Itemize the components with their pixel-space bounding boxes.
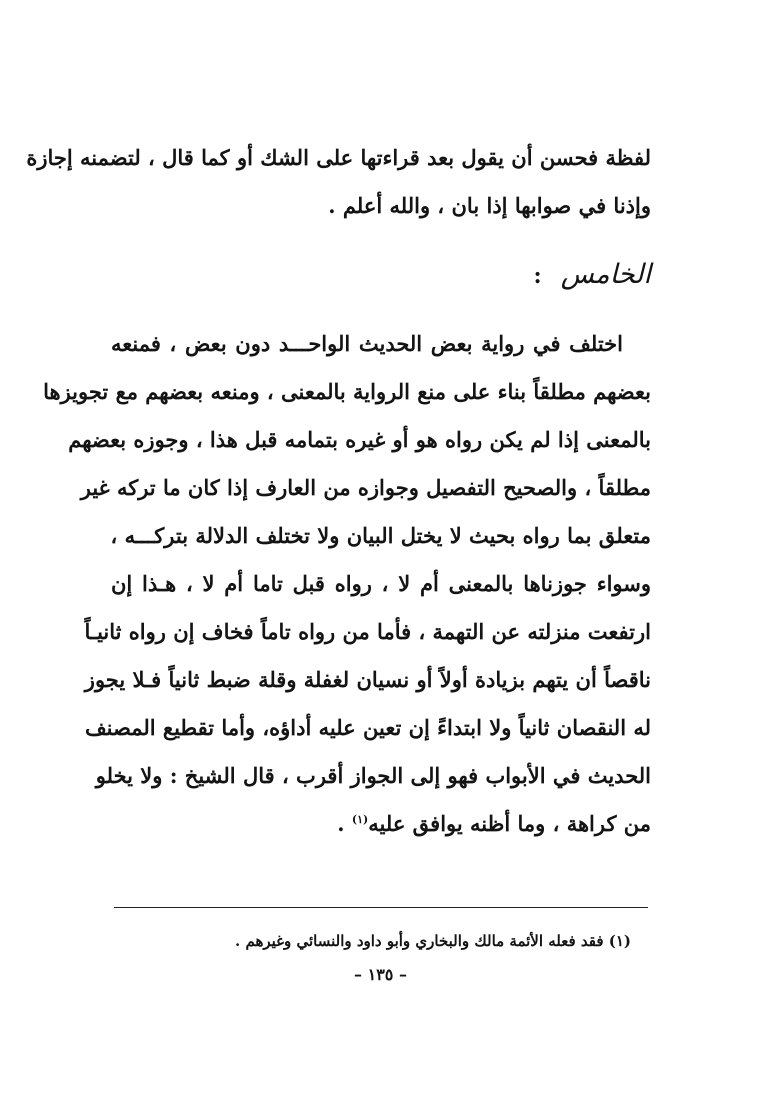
text-line: لفظة فحسن أن يقول بعد قراءتها على الشك أو كما قال ، لتضمنه إجازة: [26, 145, 651, 170]
last-line-end: .: [337, 811, 352, 836]
section-heading: [111, 244, 651, 306]
footnote-reference[interactable]: (١): [351, 813, 369, 826]
text-line: الحديث في الأبواب فهو إلى الجواز أقرب ، قال الشيخ : ولا يخلو: [95, 763, 651, 788]
text-line: متعلق بما رواه بحيث لا يختل البيان ولا تختلف الدلالة بتركـــه ،: [110, 523, 651, 548]
section-heading-colon: :: [533, 263, 542, 289]
text-line-last: [111, 800, 651, 848]
text-line: ناقصاً أن يتهم بزيادة أولاً أو نسيان لغفلة وقلة ضبط ثانياً فـلا يجوز: [84, 667, 651, 692]
text-line: اختلف في رواية بعض الحديث الواحـــد دون بعض ، فمنعه: [111, 331, 623, 356]
text-line: بعضهم مطلقاً بناء على منع الرواية بالمعنى ، ومنعه بعضهم مع تجويزها: [43, 379, 651, 404]
spacer: [111, 306, 651, 320]
main-text: [26, 134, 651, 848]
footnote-divider: [114, 907, 648, 908]
page-number: – ١٣٥ –: [354, 965, 407, 984]
footnote: (١) فقد فعله الأئمة مالك والبخاري وأبو داود والنسائي وغيرهم .: [235, 932, 631, 950]
text-line: وسواء جوزناها بالمعنى أم لا ، رواه قبل تاما أم لا ، هـذا إن: [111, 571, 651, 596]
text-line: له النقصان ثانياً ولا ابتداءً إن تعين عليه أداؤه، وأما تقطيع المصنف: [84, 715, 651, 740]
text-line: بالمعنى إذا لم يكن رواه هو أو غيره بتمامه قبل هذا ، وجوزه بعضهم: [68, 427, 651, 452]
text-line: وإذنا في صوابها إذا بان ، والله أعلم .: [328, 193, 651, 218]
section-heading-title: الخامس: [560, 259, 651, 290]
text-line: ارتفعت منزلته عن التهمة ، فأما من رواه تاماً فخاف إن رواه ثانيـاً: [84, 619, 651, 644]
last-line-text: من كراهة ، وما أظنه يوافق عليه: [368, 811, 651, 836]
spacer: [111, 230, 651, 244]
text-line: مطلقاً ، والصحيح التفصيل وجوازه من العارف إذا كان ما تركه غير: [80, 475, 651, 500]
